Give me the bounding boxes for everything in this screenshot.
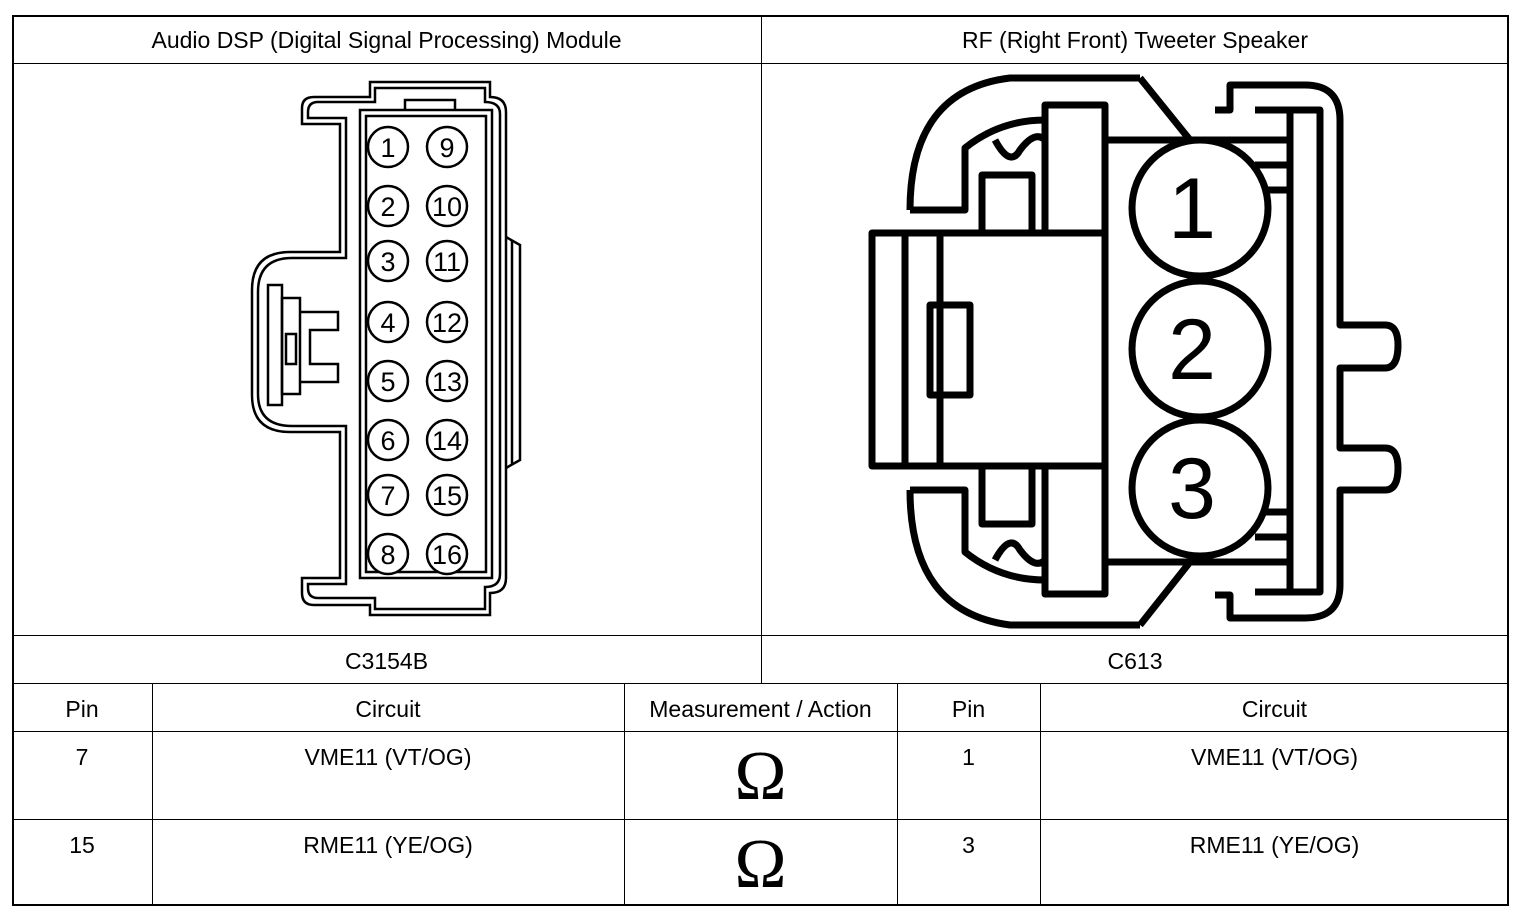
pin-1-label: 1 [1168,161,1216,257]
col-header-circuit-b: Circuit [1241,696,1308,722]
table-cell-circuit-b: VME11 (VT/OG) [1191,744,1358,770]
table-cell-circuit-b: RME11 (YE/OG) [1189,832,1360,858]
pin-7-label: 7 [380,481,396,511]
pin-9-label: 9 [439,133,455,163]
pin-3-label: 3 [1168,441,1216,537]
pin-3-label: 3 [380,247,396,277]
connector-c613-drawing [860,70,1420,635]
col-header-pin-a: Pin [65,696,99,722]
pin-15-label: 15 [431,481,463,511]
pin-1-label: 1 [380,133,396,163]
col-header-circuit-a: Circuit [355,696,421,722]
divider [12,731,1509,732]
pin-2-label: 2 [1168,302,1216,398]
right-connector-title: RF (Right Front) Tweeter Speaker [962,27,1308,53]
pin-6-label: 6 [380,426,396,456]
pin-4-label: 4 [380,308,396,338]
pin-11-label: 11 [432,247,462,277]
pin-16-label: 16 [431,540,463,570]
pin-5-label: 5 [380,367,396,397]
divider [12,683,1509,684]
pin-10-label: 10 [431,192,463,222]
table-cell-pin-a: 7 [75,744,89,770]
pin-14-label: 14 [431,426,463,456]
ohm-icon: Ω [734,738,787,815]
table-cell-pin-b: 1 [962,744,975,770]
pin-2-label: 2 [380,192,396,222]
col-header-measurement: Measurement / Action [649,696,872,722]
col-header-pin-b: Pin [951,696,986,722]
left-connector-id: C3154B [344,648,429,674]
pin-12-label: 12 [431,308,463,338]
connector-c3154b-drawing [240,75,530,625]
divider [761,15,762,683]
table-cell-pin-a: 15 [69,832,95,858]
table-cell-circuit-a: RME11 (YE/OG) [303,832,473,858]
table-cell-pin-b: 3 [962,832,975,858]
ohm-icon: Ω [734,826,787,903]
divider [12,819,1509,820]
table-cell-circuit-a: VME11 (VT/OG) [304,744,472,770]
pin-8-label: 8 [380,540,396,570]
left-connector-title: Audio DSP (Digital Signal Processing) Module [151,27,622,53]
pin-13-label: 13 [431,367,463,397]
right-connector-id: C613 [1107,648,1163,674]
